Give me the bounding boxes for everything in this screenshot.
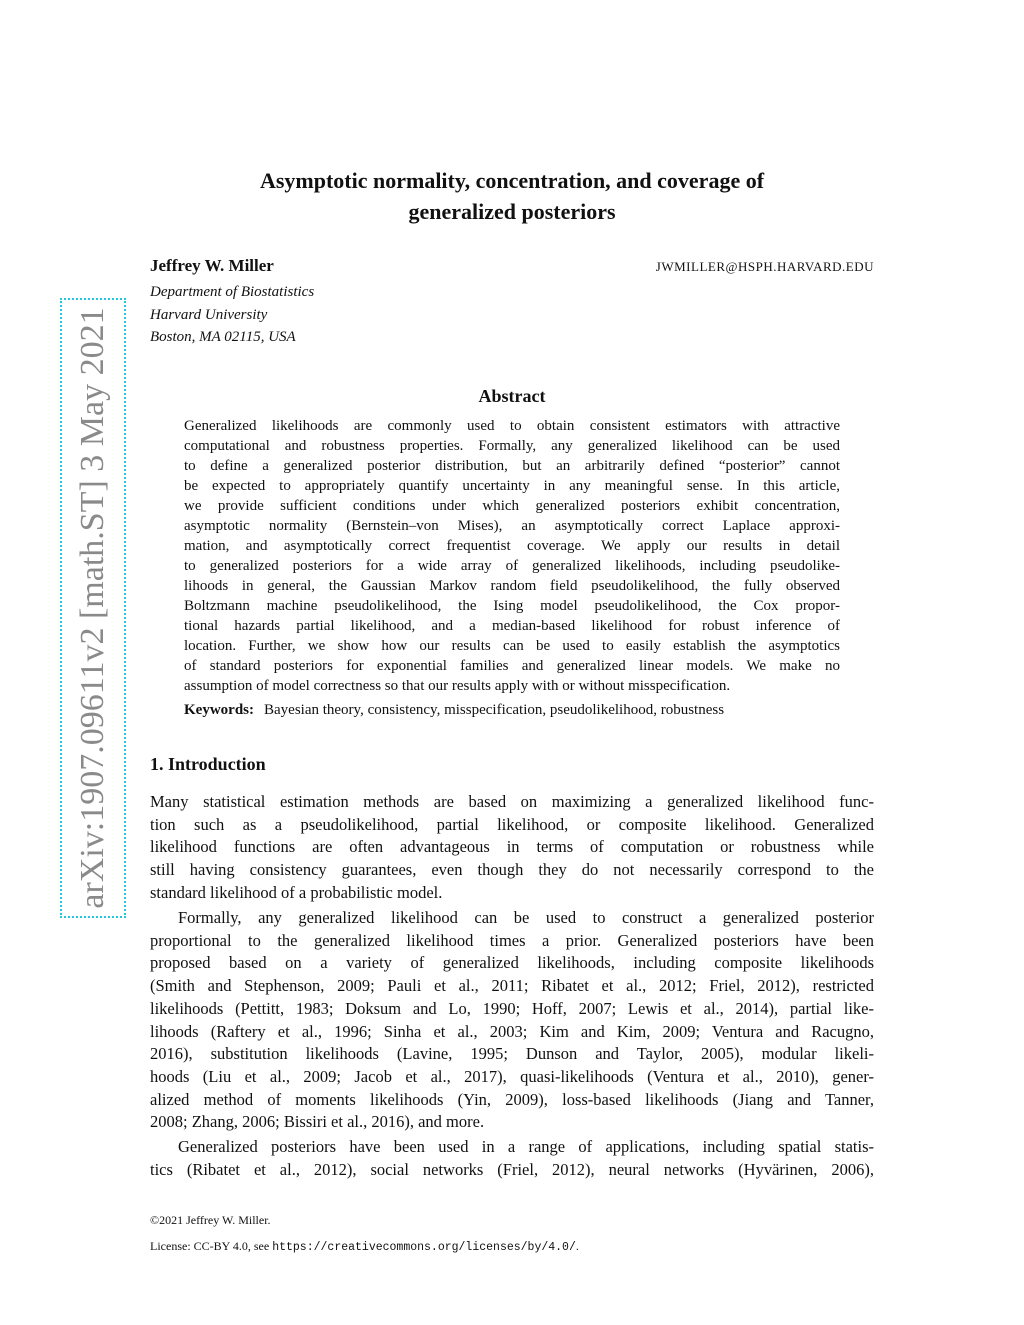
paragraph-line: hoods (Liu et al., 2009; Jacob et al., 2017), quasi-likelihoods (Ventura et al., 2010), gener- (150, 1066, 874, 1086)
paragraph-line: likelihood functions are often advantageous in terms of computation or robustness while (150, 837, 874, 857)
abstract-line: lihoods in general, the Gaussian Markov random field pseudolikelihood, the fully observed (184, 578, 840, 594)
abstract-line: Boltzmann machine pseudolikelihood, the Ising model pseudolikelihood, the Cox propor- (184, 598, 840, 614)
abstract-line: to define a generalized posterior distribution, but an arbitrarily defined “posterior” cannot (184, 458, 840, 474)
paragraph-line: (Smith and Stephenson, 2009; Pauli et al., 2011; Ribatet et al., 2012; Friel, 2012), restricted (150, 976, 874, 996)
affiliation-location: Boston, MA 02115, USA (150, 329, 296, 345)
abstract-line: of standard posteriors for exponential families and generalized linear models. We make no (184, 658, 840, 674)
paragraph-line: tics (Ribatet et al., 2012), social networks (Friel, 2012), neural networks (Hyvärinen, 2006), (150, 1159, 874, 1179)
author-name: Jeffrey W. Miller (150, 256, 274, 275)
intro-paragraph-2 (150, 907, 874, 1134)
paragraph-line: proposed based on a variety of generalized likelihoods, including composite likelihoods (150, 953, 874, 973)
intro-paragraph-3 (150, 1136, 874, 1181)
abstract-line: asymptotic normality (Bernstein–von Mises), an asymptotically correct Laplace approxi- (184, 518, 840, 534)
paragraph-line: alized method of moments likelihoods (Yin, 2009), loss-based likelihoods (Jiang and Tanner, (150, 1089, 874, 1109)
keywords-list: Bayesian theory, consistency, misspecification, pseudolikelihood, robustness (264, 702, 725, 718)
abstract-line: tional hazards partial likelihood, and a median-based likelihood for robust inference of (184, 618, 840, 634)
abstract-body (184, 416, 840, 696)
keywords-label: Keywords: (184, 702, 254, 718)
abstract-line: Generalized likelihoods are commonly used to obtain consistent estimators with attractive (184, 418, 840, 434)
abstract-line: assumption of model correctness so that our results apply with or without misspecification. (184, 678, 731, 694)
affiliation-university: Harvard University (150, 306, 268, 323)
paragraph-line: lihoods (Raftery et al., 1996; Sinha et al., 2003; Kim and Kim, 2009; Ventura and Racugno, (150, 1021, 874, 1041)
footer-license (150, 1239, 579, 1254)
paragraph-line: Many statistical estimation methods are based on maximizing a generalized likelihood func- (150, 792, 874, 811)
arxiv-identifier-text: arXiv:1907.09611v2 [math.ST] 3 May 2021 (74, 307, 111, 909)
paragraph-line: Generalized posteriors have been used in a range of applications, including spatial statis- (178, 1137, 874, 1156)
abstract-line: we provide sufficient conditions under which generalized posteriors exhibit concentration, (184, 498, 840, 514)
title-line-1: Asymptotic normality, concentration, and coverage of (259, 168, 765, 193)
abstract-line: location. Further, we show how our results can be used to easily establish the asymptotics (184, 638, 840, 654)
paragraph-line: proportional to the generalized likelihood times a prior. Generalized posteriors have been (150, 930, 874, 950)
abstract-line: to generalized posteriors for a wide array of generalized likelihoods, including pseudolike- (184, 558, 840, 574)
abstract-line: mation, and asymptotically correct frequentist coverage. We apply our results in detail (184, 538, 840, 554)
paragraph-line: standard likelihood of a probabilistic model. (150, 882, 443, 902)
intro-paragraph-1 (150, 791, 874, 905)
paragraph-line: tion such as a pseudolikelihood, partial likelihood, or composite likelihood. Generalized (150, 814, 874, 834)
author-affiliation (150, 281, 314, 349)
abstract-line: be expected to appropriately quantify uncertainty in any meaningful sense. In this article, (184, 478, 840, 494)
paragraph-line: still having consistency guarantees, even though they do not necessarily correspond to the (150, 860, 874, 880)
paragraph-line: 2008; Zhang, 2006; Bissiri et al., 2016), and more. (150, 1112, 485, 1132)
license-suffix: . (575, 1239, 579, 1253)
author-email[interactable]: JWMILLER@HSPH.HARVARD.EDU (655, 259, 874, 274)
title-line-2: generalized posteriors (408, 199, 616, 224)
paper-title (180, 165, 844, 227)
section-heading-introduction: 1. Introduction (150, 754, 266, 774)
abstract-line: computational and robustness properties. Formally, any generalized likelihood can be used (184, 438, 840, 454)
footer-copyright: ©2021 Jeffrey W. Miller. (150, 1213, 271, 1227)
paragraph-line: 2016), substitution likelihoods (Lavine, 1995; Dunson and Taylor, 2005), modular likeli- (150, 1044, 874, 1064)
license-prefix: License: CC-BY 4.0, see (150, 1239, 273, 1253)
abstract-heading: Abstract (478, 386, 546, 406)
affiliation-department: Department of Biostatistics (150, 284, 315, 300)
license-link[interactable]: https://creativecommons.org/licenses/by/4.0/ (272, 1241, 576, 1254)
paragraph-line: Formally, any generalized likelihood can be used to construct a generalized posterior (178, 908, 874, 927)
paragraph-line: likelihoods (Pettitt, 1983; Doksum and Lo, 1990; Hoff, 2007; Lewis et al., 2014), partial like- (150, 998, 874, 1018)
keywords (184, 702, 840, 719)
